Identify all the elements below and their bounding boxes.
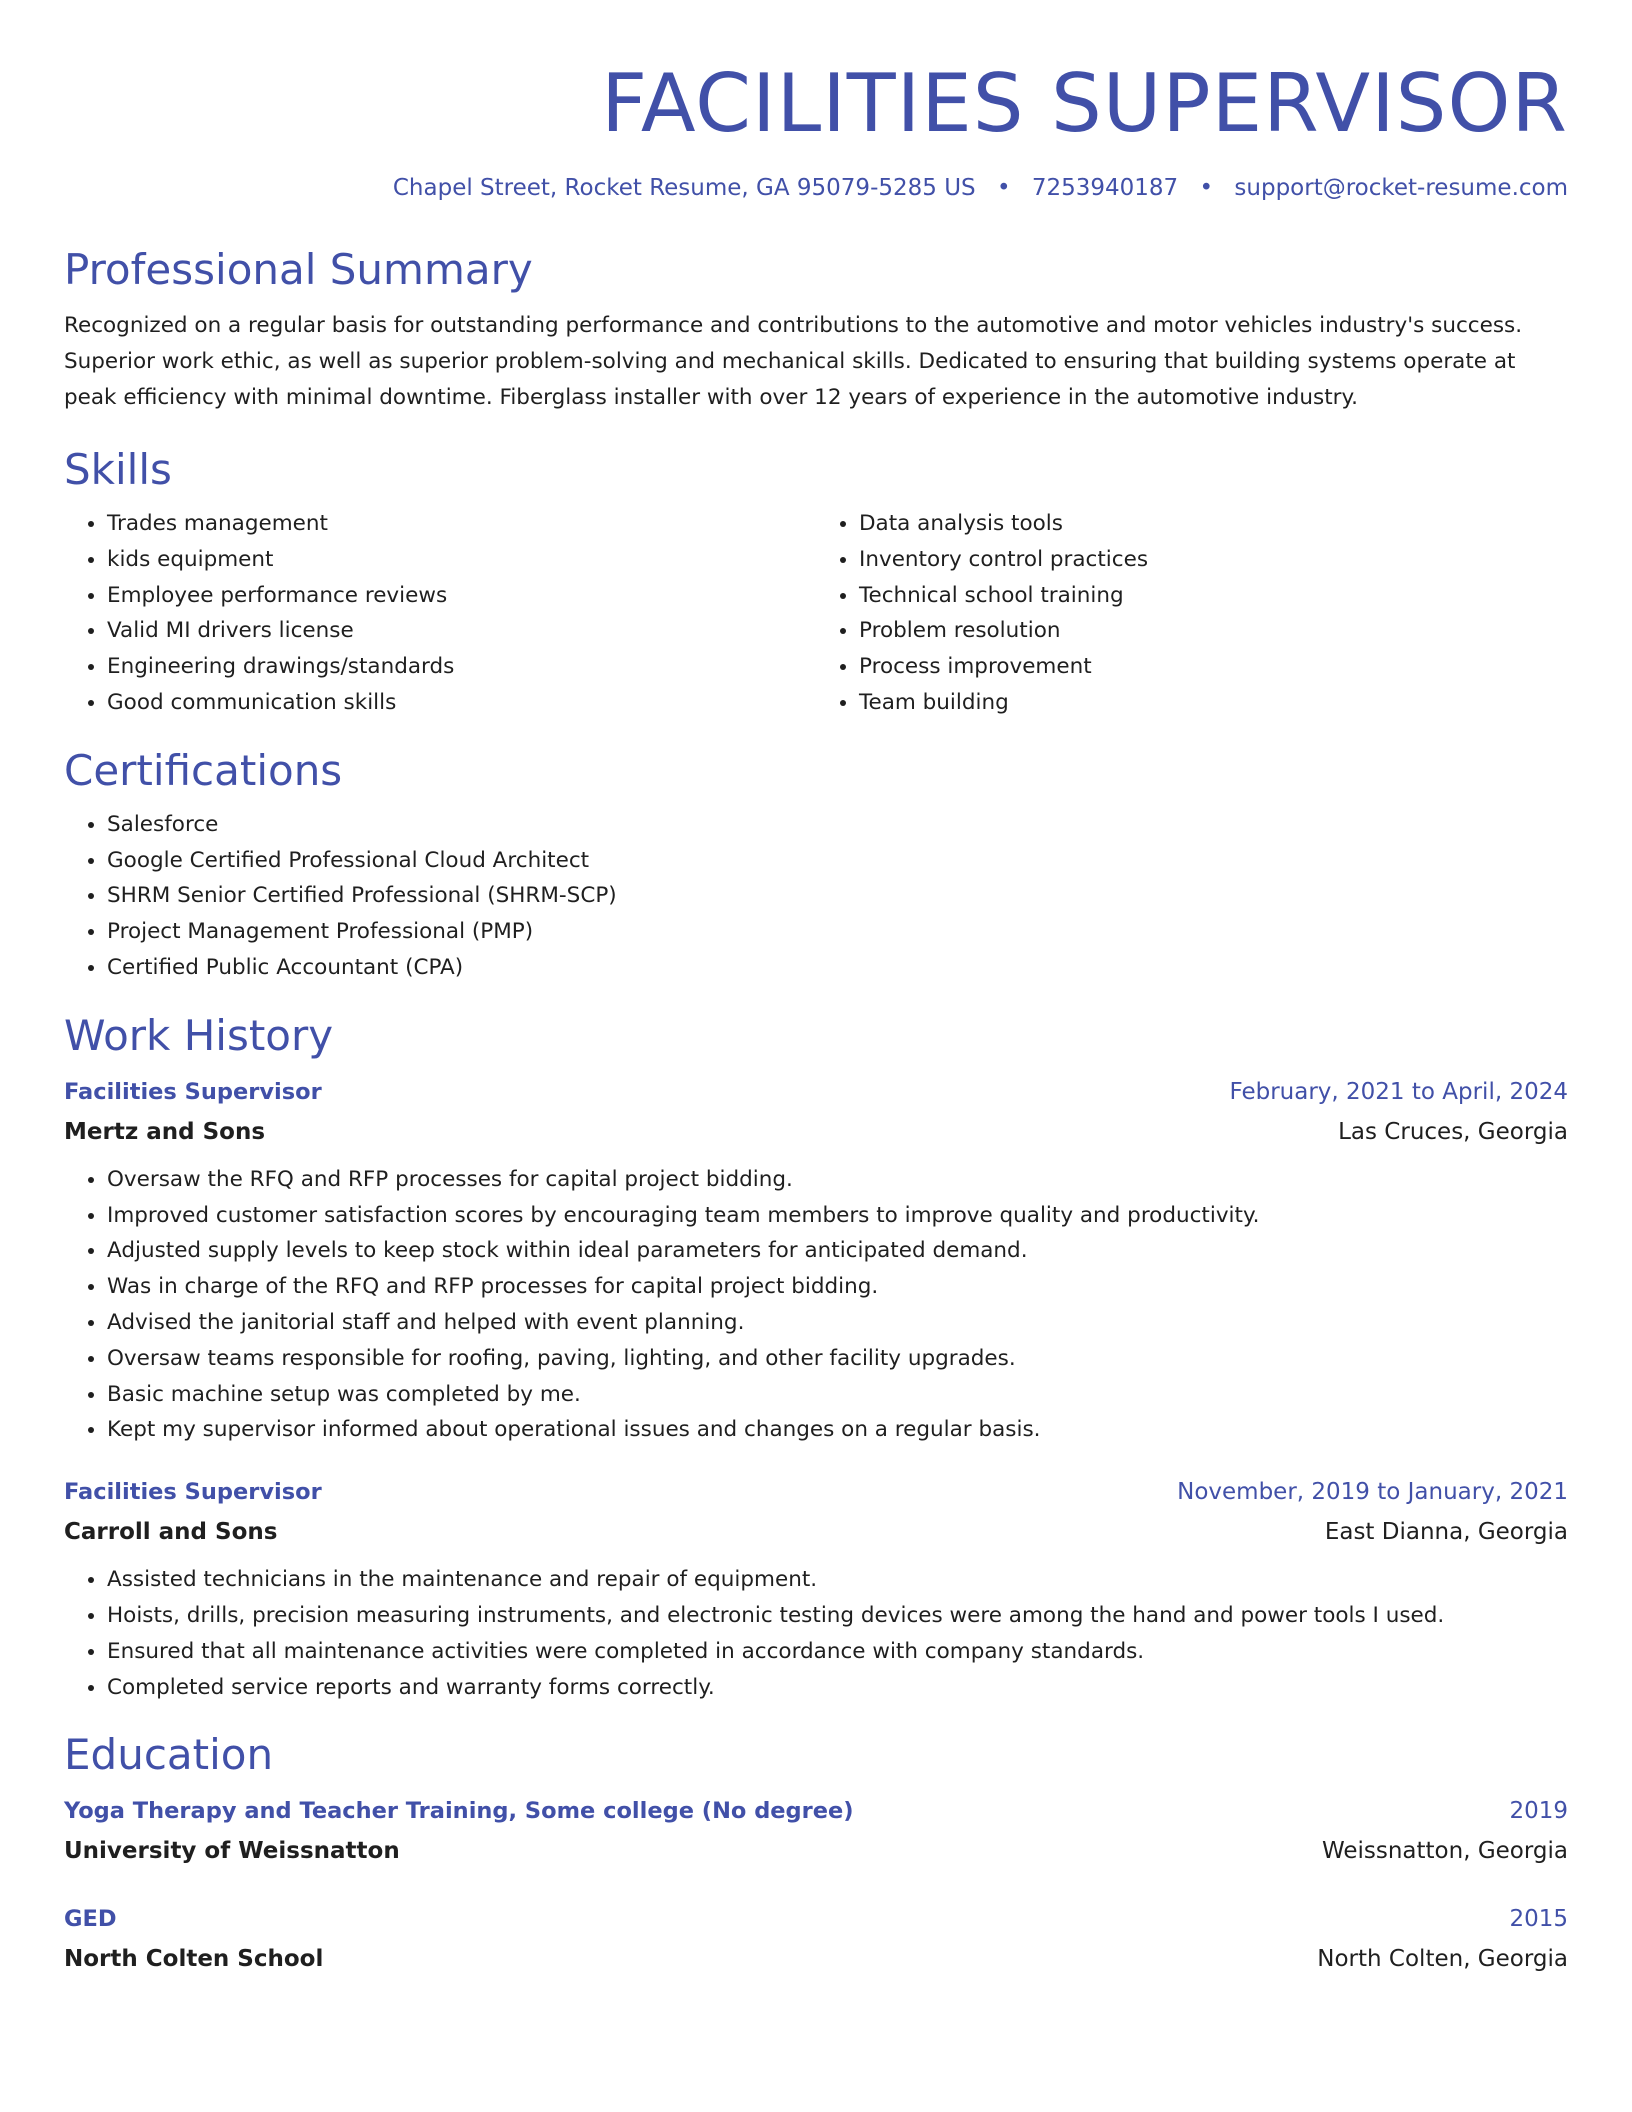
skill-item: • kids equipment [107, 542, 816, 578]
skill-item: • Process improvement [859, 649, 1568, 685]
certification-item: • Project Management Professional (PMP) [107, 914, 1568, 950]
job-title: Facilities Supervisor [64, 1479, 322, 1506]
certification-item: • SHRM Senior Certified Professional (SHRM-SCP) [107, 878, 1568, 914]
skill-item: • Trades management [107, 506, 816, 542]
education-subhead [64, 1939, 1568, 1979]
work-history-section [64, 1008, 1568, 1706]
job-dates: November, 2019 to January, 2021 [1177, 1479, 1568, 1506]
education-subhead [64, 1831, 1568, 1871]
job-bullet: • Advised the janitorial staff and helped with event planning. [107, 1305, 1568, 1341]
job-bullet: • Completed service reports and warranty forms correctly. [107, 1670, 1568, 1706]
job-bullet: • Basic machine setup was completed by me. [107, 1377, 1568, 1413]
section-title-skills: Skills [64, 445, 172, 494]
school-name: North Colten School [64, 1946, 324, 1973]
separator-dot: • [1199, 175, 1214, 201]
skills-section [64, 442, 1568, 721]
certification-item: • Google Certified Professional Cloud Architect [107, 843, 1568, 879]
skills-list-right [816, 506, 1568, 721]
job-subhead [64, 1112, 1568, 1152]
skill-item: • Problem resolution [859, 613, 1568, 649]
company-name: Mertz and Sons [64, 1118, 266, 1145]
job-location: East Dianna, Georgia [1324, 1519, 1568, 1546]
job-entry [64, 1472, 1568, 1705]
school-name: University of Weissnatton [64, 1838, 400, 1865]
section-title-education: Education [64, 1730, 274, 1780]
job-bullet: • Assisted technicians in the maintenance and repair of equipment. [107, 1562, 1568, 1598]
job-bullet: • Kept my supervisor informed about operational issues and changes on a regular basis. [107, 1412, 1568, 1448]
certification-item: • Certified Public Accountant (CPA) [107, 950, 1568, 986]
job-bullet: • Ensured that all maintenance activities were completed in accordance with company standards. [107, 1634, 1568, 1670]
job-entry [64, 1072, 1568, 1448]
skill-item: • Good communication skills [107, 685, 816, 721]
resume-header [64, 0, 1568, 204]
skill-item: • Team building [859, 685, 1568, 721]
education-head [64, 1791, 1568, 1831]
summary-text: Recognized on a regular basis for outstanding performance and contributions to the automotive and motor vehicles industry's success. Superior work ethic, as well as superior problem-solving and mechanical skills. Dedicated to ensuring that building systems operate at peak efficiency with minimal downtime. Fiberglass installer with over 12 years of experience in the automotive industry. [64, 313, 1523, 410]
skill-item: • Employee performance reviews [107, 578, 816, 614]
skills-grid [64, 506, 1568, 721]
skill-item: • Inventory control practices [859, 542, 1568, 578]
candidate-title: FACILITIES SUPERVISOR [601, 57, 1568, 150]
phone-text: 7253940187 [1031, 175, 1179, 201]
degree-title: GED [64, 1906, 117, 1933]
skill-item: • Valid MI drivers license [107, 613, 816, 649]
degree-title: Yoga Therapy and Teacher Training, Some college (No degree) [64, 1798, 854, 1825]
job-head [64, 1072, 1568, 1112]
job-bullet: • Was in charge of the RFQ and RFP processes for capital project bidding. [107, 1269, 1568, 1305]
certifications-list [64, 807, 1568, 986]
job-subhead [64, 1512, 1568, 1552]
skill-item: • Data analysis tools [859, 506, 1568, 542]
section-title-work: Work History [64, 1010, 334, 1060]
job-bullet: • Adjusted supply levels to keep stock within ideal parameters for anticipated demand. [107, 1233, 1568, 1269]
education-entry [64, 1899, 1568, 1979]
job-bullet: • Improved customer satisfaction scores by encouraging team members to improve quality and productivity. [107, 1198, 1568, 1234]
section-title-certifications: Certifications [64, 745, 343, 795]
address-text: Chapel Street, Rocket Resume, GA 95079-5285 US [392, 175, 976, 201]
job-head [64, 1472, 1568, 1512]
education-head [64, 1899, 1568, 1939]
summary-section [64, 242, 1568, 416]
skill-item: • Engineering drawings/standards [107, 649, 816, 685]
separator-dot: • [996, 175, 1011, 201]
contact-line [64, 172, 1568, 204]
skills-list-left [64, 506, 816, 721]
education-section [64, 1727, 1568, 1979]
job-bullets [64, 1162, 1568, 1448]
email-link[interactable]: support@rocket-resume.com [1234, 175, 1568, 201]
job-bullet: • Oversaw the RFQ and RFP processes for capital project bidding. [107, 1162, 1568, 1198]
education-entry [64, 1791, 1568, 1871]
job-location: Las Cruces, Georgia [1338, 1118, 1568, 1145]
school-location: North Colten, Georgia [1317, 1946, 1568, 1973]
job-bullet: • Oversaw teams responsible for roofing, paving, lighting, and other facility upgrades. [107, 1341, 1568, 1377]
job-bullet: • Hoists, drills, precision measuring instruments, and electronic testing devices were among the hand and power tools I used. [107, 1598, 1568, 1634]
certifications-section [64, 743, 1568, 986]
job-title: Facilities Supervisor [64, 1078, 322, 1105]
certification-item: • Salesforce [107, 807, 1568, 843]
education-year: 2019 [1509, 1798, 1568, 1825]
school-location: Weissnatton, Georgia [1321, 1838, 1568, 1865]
section-title-summary: Professional Summary [64, 245, 533, 294]
job-dates: February, 2021 to April, 2024 [1229, 1078, 1568, 1105]
company-name: Carroll and Sons [64, 1519, 278, 1546]
skill-item: • Technical school training [859, 578, 1568, 614]
job-bullets [64, 1562, 1568, 1705]
education-year: 2015 [1509, 1906, 1568, 1933]
